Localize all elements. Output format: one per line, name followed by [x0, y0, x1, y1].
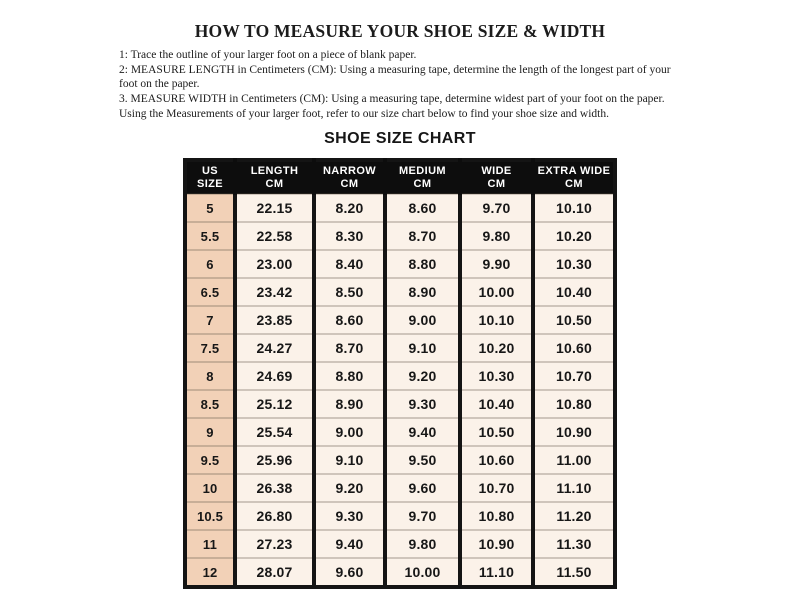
us-size-cell: 5.5 — [185, 222, 235, 250]
measurement-cell: 10.80 — [460, 502, 533, 530]
column-header-us — [185, 160, 235, 194]
measurement-cell: 24.69 — [235, 362, 314, 390]
us-size-cell: 8.5 — [185, 390, 235, 418]
measurement-cell: 8.90 — [314, 390, 385, 418]
measurement-cell: 11.00 — [533, 446, 615, 474]
measurement-cell: 11.10 — [533, 474, 615, 502]
us-size-cell: 8 — [185, 362, 235, 390]
measurement-cell: 10.90 — [533, 418, 615, 446]
measurement-cell: 9.40 — [314, 530, 385, 558]
measurement-cell: 10.60 — [460, 446, 533, 474]
measurement-cell: 11.50 — [533, 558, 615, 587]
measurement-cell: 8.20 — [314, 194, 385, 222]
measurement-cell: 10.20 — [460, 334, 533, 362]
measurement-cell: 10.60 — [533, 334, 615, 362]
measurement-cell: 8.70 — [385, 222, 460, 250]
us-size-cell: 12 — [185, 558, 235, 587]
measurement-cell: 9.40 — [385, 418, 460, 446]
measurement-cell: 10.70 — [533, 362, 615, 390]
measurement-cell: 10.10 — [533, 194, 615, 222]
measurement-cell: 23.85 — [235, 306, 314, 334]
measurement-cell: 10.00 — [385, 558, 460, 587]
measurement-cell: 10.20 — [533, 222, 615, 250]
measurement-cell: 23.00 — [235, 250, 314, 278]
table-row — [185, 362, 615, 390]
instruction-line: 1: Trace the outline of your larger foot on a piece of blank paper. — [119, 49, 417, 61]
table-row — [185, 530, 615, 558]
measurement-cell: 8.90 — [385, 278, 460, 306]
measurement-cell: 11.20 — [533, 502, 615, 530]
measurement-cell: 25.54 — [235, 418, 314, 446]
column-header-medium — [385, 160, 460, 194]
measurement-cell: 9.20 — [314, 474, 385, 502]
column-header-label: NARROW — [322, 165, 377, 177]
measurement-cell: 10.50 — [460, 418, 533, 446]
table-row — [185, 558, 615, 587]
column-header-unit: CM — [413, 177, 432, 190]
table-row — [185, 278, 615, 306]
us-size-cell: 10 — [185, 474, 235, 502]
shoe-size-table — [183, 158, 617, 589]
measurement-cell: 10.90 — [460, 530, 533, 558]
table-row — [185, 474, 615, 502]
column-header-label: MEDIUM — [398, 165, 446, 177]
measurement-cell: 28.07 — [235, 558, 314, 587]
measurement-cell: 9.60 — [314, 558, 385, 587]
column-header-unit: CM — [487, 177, 506, 190]
measurement-cell: 8.30 — [314, 222, 385, 250]
measurement-cell: 9.00 — [385, 306, 460, 334]
column-header-extra-wide — [533, 160, 615, 194]
measurement-cell: 27.23 — [235, 530, 314, 558]
measurement-cell: 8.80 — [314, 362, 385, 390]
us-size-cell: 5 — [185, 194, 235, 222]
table-row — [185, 222, 615, 250]
measurement-cell: 25.12 — [235, 390, 314, 418]
table-row — [185, 446, 615, 474]
measurement-cell: 9.70 — [385, 502, 460, 530]
measurement-cell: 23.42 — [235, 278, 314, 306]
measurement-cell: 26.38 — [235, 474, 314, 502]
us-size-cell: 7.5 — [185, 334, 235, 362]
column-header-narrow — [314, 160, 385, 194]
measurement-cell: 9.70 — [460, 194, 533, 222]
measurement-cell: 8.60 — [385, 194, 460, 222]
measurement-cell: 9.10 — [385, 334, 460, 362]
measurement-cell: 10.30 — [460, 362, 533, 390]
measurement-cell: 10.70 — [460, 474, 533, 502]
table-row — [185, 334, 615, 362]
measurement-cell: 10.40 — [533, 278, 615, 306]
measurement-cell: 11.10 — [460, 558, 533, 587]
measurement-cell: 9.20 — [385, 362, 460, 390]
table-header-row — [185, 160, 615, 194]
measurement-cell: 9.10 — [314, 446, 385, 474]
column-header-label: EXTRA WIDE — [537, 165, 611, 177]
measurement-cell: 26.80 — [235, 502, 314, 530]
measurement-cell: 10.40 — [460, 390, 533, 418]
measurement-cell: 8.60 — [314, 306, 385, 334]
us-size-cell: 10.5 — [185, 502, 235, 530]
measurement-cell: 9.30 — [314, 502, 385, 530]
measurement-cell: 10.00 — [460, 278, 533, 306]
column-header-label: US — [201, 165, 219, 177]
measurement-cell: 22.58 — [235, 222, 314, 250]
instruction-line: 3. MEASURE WIDTH in Centimeters (CM): Using a measuring tape, determine widest part of your foot on the paper. — [119, 93, 665, 105]
measurement-cell: 24.27 — [235, 334, 314, 362]
measurement-cell: 22.15 — [235, 194, 314, 222]
us-size-cell: 6.5 — [185, 278, 235, 306]
us-size-cell: 9.5 — [185, 446, 235, 474]
chart-title: SHOE SIZE CHART — [324, 130, 476, 147]
measurement-cell: 8.80 — [385, 250, 460, 278]
measurement-cell: 9.80 — [460, 222, 533, 250]
us-size-cell: 6 — [185, 250, 235, 278]
instruction-line: Using the Measurements of your larger foot, refer to our size chart below to find your shoe size and width. — [119, 108, 609, 120]
measurement-cell: 9.50 — [385, 446, 460, 474]
us-size-cell: 7 — [185, 306, 235, 334]
measurement-cell: 10.50 — [533, 306, 615, 334]
table-row — [185, 502, 615, 530]
measuring-instructions — [119, 48, 674, 121]
measurement-cell: 10.10 — [460, 306, 533, 334]
measurement-cell: 11.30 — [533, 530, 615, 558]
column-header-length — [235, 160, 314, 194]
column-header-unit: CM — [340, 177, 359, 190]
measurement-cell: 9.60 — [385, 474, 460, 502]
measurement-cell: 10.80 — [533, 390, 615, 418]
column-header-unit: SIZE — [196, 177, 224, 190]
instruction-line: 2: MEASURE LENGTH in Centimeters (CM): Using a measuring tape, determine the length of the longest part of your foot on the paper. — [119, 64, 671, 90]
measurement-cell: 8.40 — [314, 250, 385, 278]
us-size-cell: 9 — [185, 418, 235, 446]
page-title: HOW TO MEASURE YOUR SHOE SIZE & WIDTH — [194, 21, 606, 41]
column-header-wide — [460, 160, 533, 194]
table-body — [185, 194, 615, 587]
column-header-unit: CM — [265, 177, 284, 190]
column-header-label: LENGTH — [250, 165, 299, 177]
measurement-cell: 10.30 — [533, 250, 615, 278]
table-row — [185, 390, 615, 418]
table-row — [185, 418, 615, 446]
table-row — [185, 250, 615, 278]
table-row — [185, 194, 615, 222]
column-header-unit: CM — [565, 177, 583, 190]
measurement-cell: 25.96 — [235, 446, 314, 474]
column-header-label: WIDE — [481, 165, 512, 177]
measurement-cell: 9.80 — [385, 530, 460, 558]
measurement-cell: 8.50 — [314, 278, 385, 306]
measurement-cell: 9.00 — [314, 418, 385, 446]
measurement-cell: 9.90 — [460, 250, 533, 278]
measurement-cell: 8.70 — [314, 334, 385, 362]
us-size-cell: 11 — [185, 530, 235, 558]
measurement-cell: 9.30 — [385, 390, 460, 418]
table-row — [185, 306, 615, 334]
